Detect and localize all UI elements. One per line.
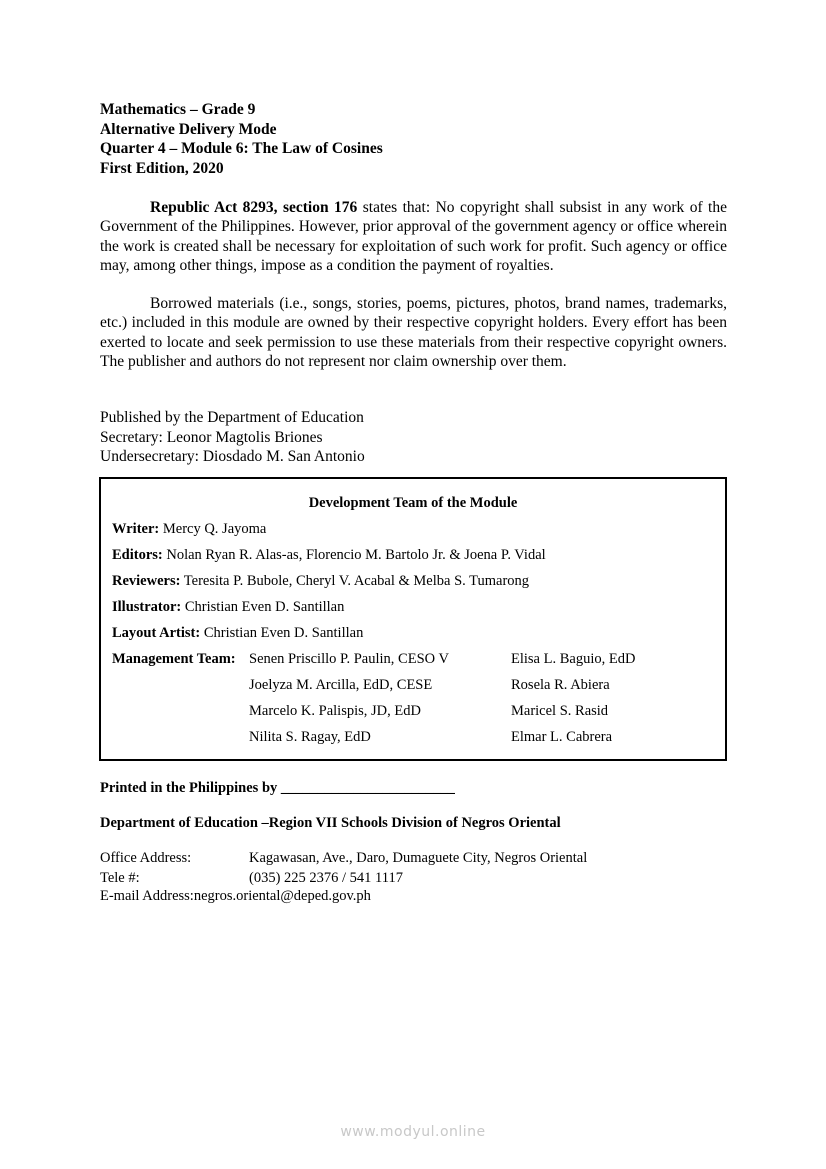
- management-member: Nilita S. Ragay, EdD: [249, 729, 371, 745]
- module-title: Quarter 4 – Module 6: The Law of Cosines: [100, 140, 383, 157]
- document-page: [100, 100, 727, 465]
- borrowed-materials-paragraph: Borrowed materials (i.e., songs, stories, poems, pictures, photos, brand names, trademarks, etc.) included in this module are owned by their respective copyright holders. Every effort has been exerted to locate and seek permission to use these materials from their respective copyright owners. The publisher and authors do not represent nor claim ownership over them.: [100, 295, 727, 370]
- team-role-label: Layout Artist:: [112, 625, 201, 641]
- team-row-editors: [112, 547, 546, 564]
- watermark: www.modyul.online: [340, 1124, 486, 1140]
- office-address-value: Kagawasan, Ave., Daro, Dumaguete City, Negros Oriental: [249, 850, 588, 866]
- team-role-label: Illustrator:: [112, 599, 182, 615]
- delivery-mode: Alternative Delivery Mode: [100, 120, 277, 138]
- publisher-info: [100, 408, 365, 467]
- management-member: Senen Priscillo P. Paulin, CESO V: [249, 651, 449, 667]
- team-role-value: Teresita P. Bubole, Cheryl V. Acabal & Melba S. Tumarong: [180, 573, 530, 589]
- publisher: Published by the Department of Education: [100, 409, 364, 426]
- office-address-label: Office Address:: [100, 850, 192, 866]
- development-team-box: [99, 477, 727, 761]
- office-address: [100, 850, 588, 867]
- copyright-paragraph: [100, 198, 727, 275]
- printed-by-line: Printed in the Philippines by ________________________: [100, 780, 455, 796]
- deped-division: Department of Education –Region VII Schools Division of Negros Oriental: [100, 815, 561, 831]
- management-member: Maricel S. Rasid: [511, 703, 609, 719]
- undersecretary: Undersecretary: Diosdado M. San Antonio: [100, 448, 365, 465]
- team-role-value: Mercy Q. Jayoma: [159, 521, 267, 537]
- team-role-value: Nolan Ryan R. Alas-as, Florencio M. Bartolo Jr. & Joena P. Vidal: [162, 547, 546, 563]
- module-header: [100, 100, 727, 178]
- telephone: [100, 870, 403, 887]
- team-title: Development Team of the Module: [308, 495, 518, 511]
- telephone-label: Tele #:: [100, 870, 140, 886]
- team-role-label: Editors:: [112, 547, 163, 563]
- email-address: E-mail Address:negros.oriental@deped.gov.ph: [100, 888, 371, 904]
- team-role-value: Christian Even D. Santillan: [200, 625, 364, 641]
- team-row-illustrator: [112, 599, 344, 616]
- team-role-label: Reviewers:: [112, 573, 181, 589]
- management-member: Rosela R. Abiera: [511, 677, 610, 693]
- management-member: Elmar L. Cabrera: [511, 729, 613, 745]
- team-row-reviewers: [112, 573, 529, 590]
- team-role-label: Writer:: [112, 521, 160, 537]
- team-role-value: Christian Even D. Santillan: [181, 599, 345, 615]
- edition: First Edition, 2020: [100, 159, 224, 177]
- management-team-label: Management Team:: [112, 651, 236, 667]
- copyright-text: states that: No copyright shall subsist in any work of the Government of the Philippines. However, prior approval of the government agency or office wherein the work is created shall be necessary for exploitation of such work for profit. Such agency or office may, among other things, impose as a condition the payment of royalties.: [100, 199, 727, 274]
- copyright-law-reference: Republic Act 8293, section 176: [150, 199, 358, 216]
- team-row-writer: [112, 521, 266, 538]
- telephone-value: (035) 225 2376 / 541 1117: [249, 870, 403, 886]
- management-member: Joelyza M. Arcilla, EdD, CESE: [249, 677, 433, 693]
- secretary: Secretary: Leonor Magtolis Briones: [100, 428, 323, 446]
- subject-grade: Mathematics – Grade 9: [100, 101, 256, 118]
- management-member: Marcelo K. Palispis, JD, EdD: [249, 703, 421, 719]
- team-row-layout-artist: [112, 625, 363, 642]
- management-member: Elisa L. Baguio, EdD: [511, 651, 636, 667]
